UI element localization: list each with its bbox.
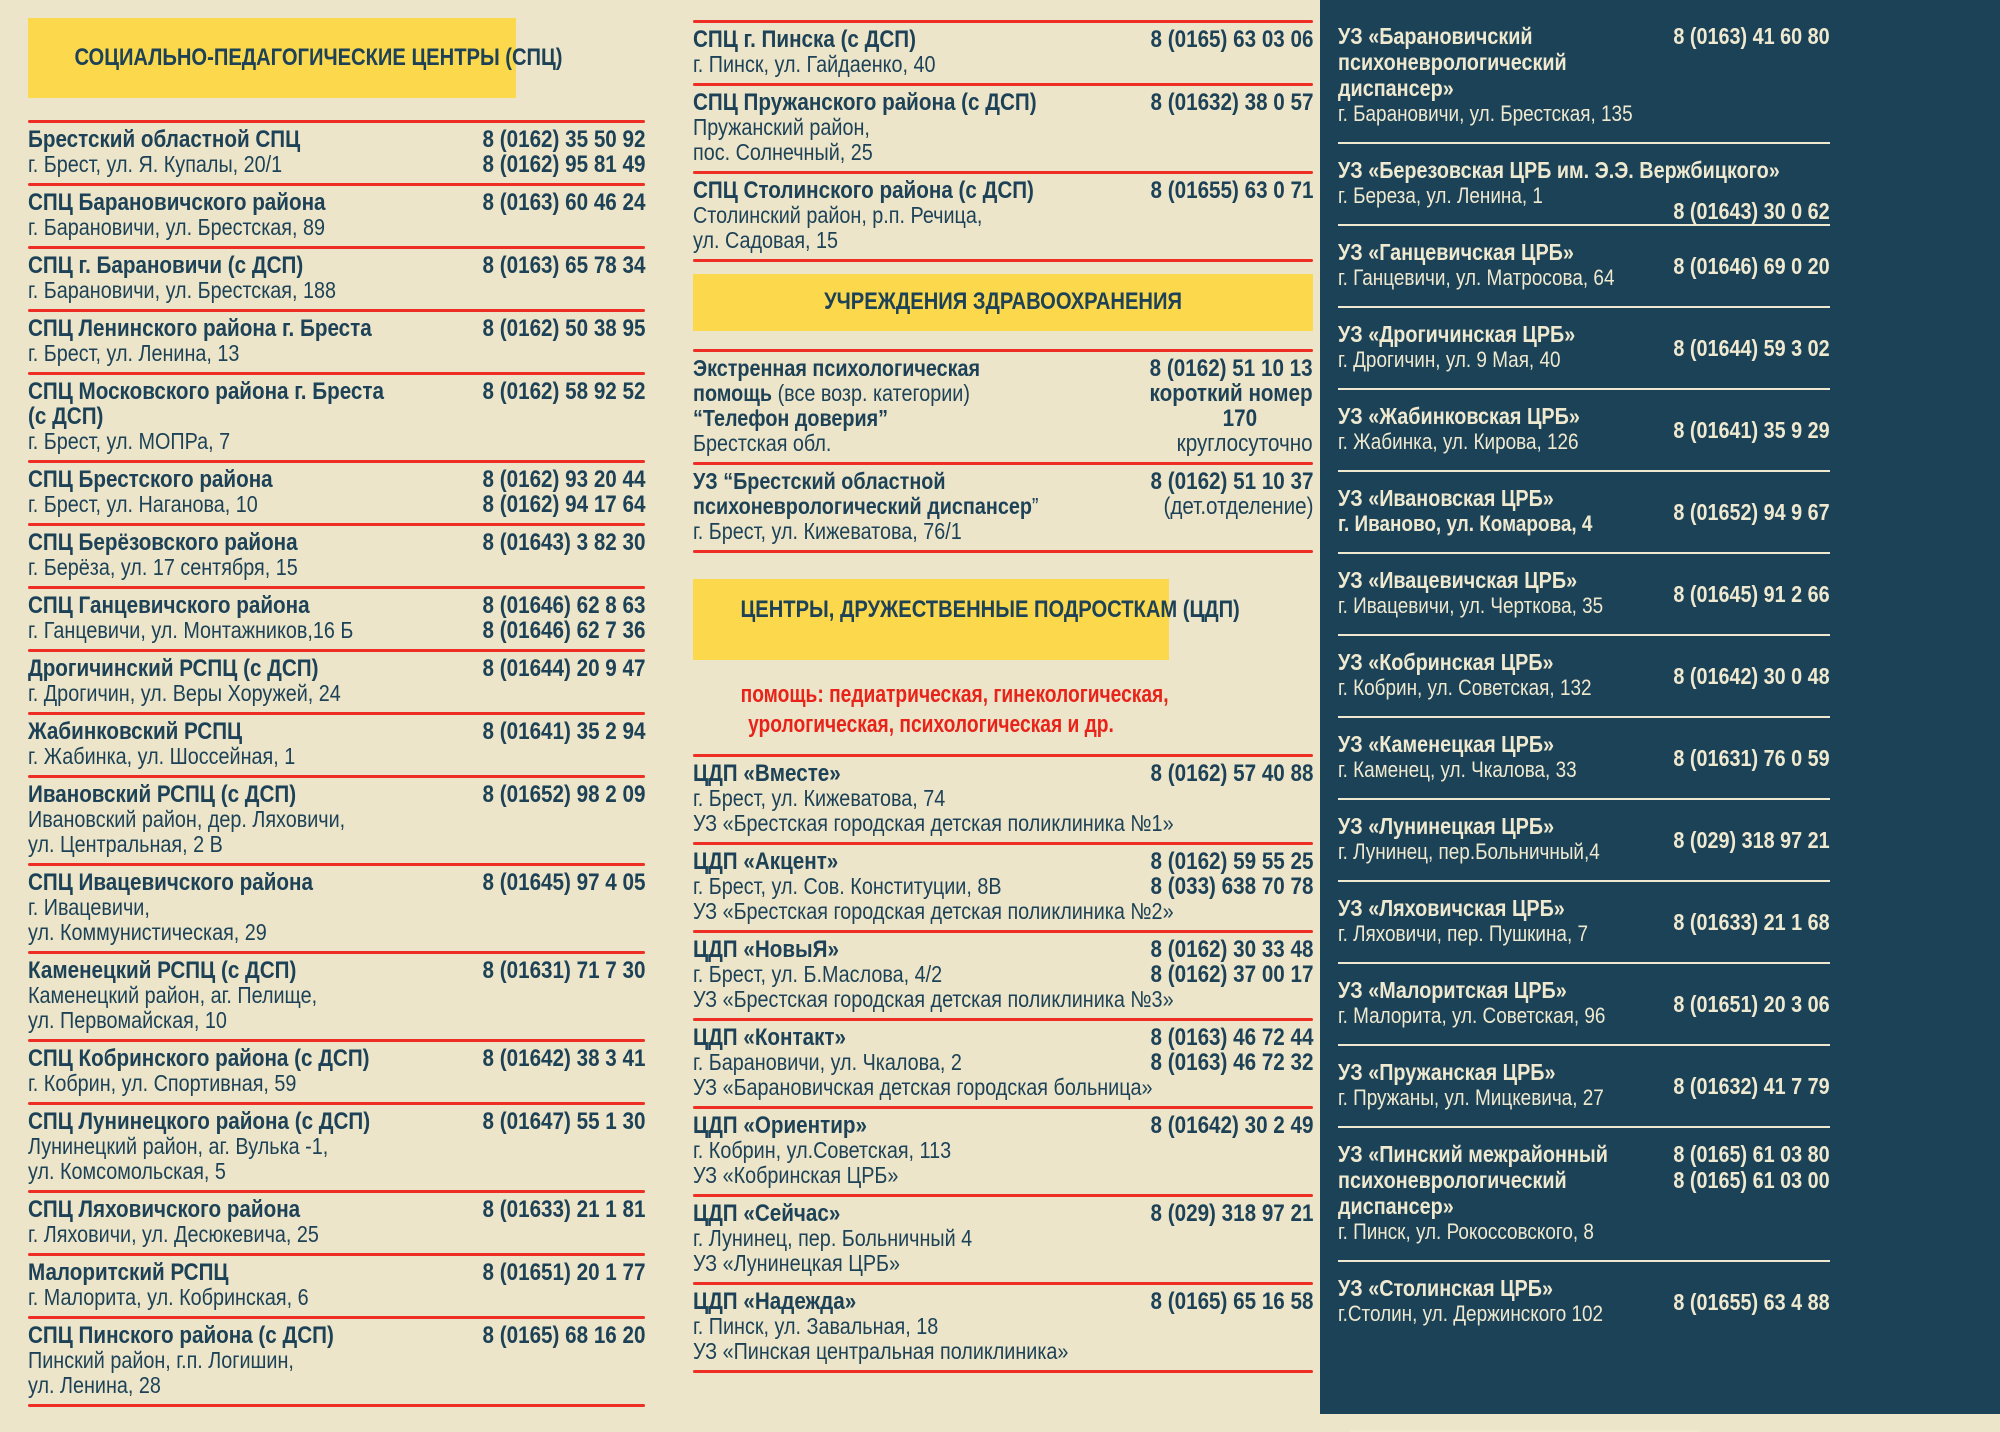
entry-address: Ивановский район, дер. Ляховичи, (28, 806, 346, 832)
entry-address: г. Ляховичи, пер. Пушкина, 7 (1338, 921, 1588, 946)
phone-number: 8 (01647) 55 1 30 (482, 1108, 645, 1135)
health-entry (693, 352, 1313, 462)
facility-name: диспансер» (1338, 75, 1454, 101)
phone-number: 8 (0165) 68 16 20 (482, 1322, 645, 1349)
entry-address: г. Берёза, ул. 17 сентября, 15 (28, 554, 298, 580)
entry-name: ЦДП «Ориентир» (693, 1112, 868, 1139)
cdp-entry (693, 1285, 1313, 1370)
cdp-entry (693, 1109, 1313, 1194)
cdp-help-note-line2: урологическая, психологическая и др. (748, 711, 1114, 738)
center-entry (28, 1042, 645, 1102)
entry-phones (456, 316, 645, 341)
phone-number: 8 (0162) 51 10 37 (1150, 468, 1313, 495)
section-header-cdp (693, 579, 1240, 660)
entry-phones (456, 127, 645, 177)
entry-phones (456, 870, 645, 895)
entry-phones (1124, 1113, 1313, 1138)
entry-name: СПЦ Барановичского района (28, 189, 326, 216)
entry-address: г. Брест, ул. Наганова, 10 (28, 491, 258, 517)
entry-phones (456, 190, 645, 215)
phone-number: 8 (0162) 50 38 95 (482, 315, 645, 342)
entry-phones (1648, 991, 1830, 1017)
entry-address: г. Жабинка, ул. Кирова, 126 (1338, 429, 1579, 454)
entry-address: г. Пинск, ул. Завальная, 18 (693, 1313, 939, 1339)
phone-number: 8 (01644) 59 3 02 (1673, 335, 1830, 361)
section-header-health-label: УЧРЕЖДЕНИЯ ЗДРАВООХРАНЕНИЯ (824, 288, 1182, 315)
divider-line (693, 550, 1313, 553)
facility-name: УЗ «Пинский межрайонный (1338, 1141, 1608, 1167)
phone-number: 8 (01642) 30 2 49 (1150, 1112, 1313, 1139)
facility-name: УЗ «Лунинецкая ЦРБ» (1338, 813, 1555, 839)
entry-name: Брестский областной СПЦ (28, 126, 301, 153)
facility-entry (1338, 718, 1830, 798)
section-header-health (693, 274, 1313, 331)
phone-number: 8 (01655) 63 0 71 (1150, 177, 1313, 204)
entry-address: Столинский район, р.п. Речица, (693, 202, 983, 228)
phone-number: 8 (01631) 71 7 30 (482, 957, 645, 984)
center-entry (28, 249, 645, 309)
facility-entry (1338, 882, 1830, 962)
entry-name: УЗ “Брестский областной (693, 468, 946, 494)
center-entry (28, 312, 645, 372)
phone-number: 170 (1222, 405, 1258, 432)
cdp-entry (693, 845, 1313, 930)
entry-phones (1124, 178, 1313, 203)
phone-note: круглосуточно (1177, 430, 1313, 457)
facility-entry (1338, 144, 1830, 224)
facility-name: УЗ «Малоритская ЦРБ» (1338, 977, 1567, 1003)
phone-number: 8 (0162) 93 20 44 (482, 466, 645, 493)
entry-detail: г. Брест, ул. Кижеватова, 76/1 (693, 518, 962, 544)
entry-name: СПЦ Ленинского района г. Бреста (28, 315, 372, 342)
entry-address: г. Барановичи, ул. Чкалова, 2 (693, 1049, 962, 1075)
entry-phones (456, 1109, 645, 1134)
phone-number: 8 (0162) 95 81 49 (482, 151, 645, 178)
entry-phones (456, 1046, 645, 1071)
entry-name: Экстренная психологическая (693, 355, 981, 381)
facility-name: УЗ «Пружанская ЦРБ» (1338, 1059, 1556, 1085)
facility-entry (1338, 10, 1830, 142)
spc-column (28, 18, 645, 1407)
center-entry (28, 778, 645, 863)
entry-name: СПЦ Ганцевичского района (28, 592, 310, 619)
entry-name: СПЦ Столинского района (с ДСП) (693, 177, 1034, 204)
facility-name: УЗ «Дрогичинская ЦРБ» (1338, 321, 1576, 347)
entry-address: г. Пинск, ул. Рокоссовского, 8 (1338, 1219, 1594, 1244)
facility-name: УЗ «Кобринская ЦРБ» (1338, 649, 1554, 675)
entry-name: СПЦ Берёзовского района (28, 529, 298, 556)
facility-entry (1338, 636, 1830, 716)
entry-detail: Брестская обл. (693, 430, 832, 456)
phone-note: (дет.отделение) (1162, 493, 1313, 520)
center-entry (28, 1193, 645, 1253)
entry-phones (456, 958, 645, 983)
entry-address: УЗ «Барановичская детская городская больница» (693, 1074, 1153, 1100)
phone-number: 8 (0163) 41 60 80 (1673, 23, 1830, 49)
entry-phones (456, 593, 645, 643)
entry-address: УЗ «Лунинецкая ЦРБ» (693, 1250, 901, 1276)
entry-address: г. Кобрин, ул. Спортивная, 59 (28, 1070, 297, 1096)
phone-number: 8 (01652) 98 2 09 (482, 781, 645, 808)
center-entry (693, 174, 1313, 259)
cdp-entry (693, 933, 1313, 1018)
phone-number: 8 (01644) 20 9 47 (482, 655, 645, 682)
entry-name: ЦДП «Надежда» (693, 1288, 857, 1315)
phone-number: 8 (0162) 30 33 48 (1150, 936, 1313, 963)
entry-address: г. Дрогичин, ул. 9 Мая, 40 (1338, 347, 1561, 372)
entry-phones (1124, 761, 1313, 786)
entry-address: Пинский район, г.п. Логишин, (28, 1347, 294, 1373)
phone-number: 8 (0162) 58 92 52 (482, 378, 645, 405)
phone-number: 8 (0163) 60 46 24 (482, 189, 645, 216)
center-entry (28, 715, 645, 775)
entry-name: Ивановский РСПЦ (с ДСП) (28, 781, 297, 808)
entry-name: ЦДП «Контакт» (693, 1024, 847, 1051)
facility-name: УЗ «Барановичский (1338, 23, 1533, 49)
facility-name: УЗ «Ивацевичская ЦРБ» (1338, 567, 1578, 593)
facility-name: УЗ «Ляховичская ЦРБ» (1338, 895, 1565, 921)
entry-address: г. Барановичи, ул. Брестская, 89 (28, 214, 325, 240)
entry-name: СПЦ Брестского района (28, 466, 273, 493)
phone-number: 8 (0163) 65 78 34 (482, 252, 645, 279)
entry-name: “Телефон доверия” (693, 405, 889, 431)
entry-address: г. Дрогичин, ул. Веры Хоружей, 24 (28, 680, 341, 706)
cdp-entry (693, 1197, 1313, 1282)
entry-address: г. Ивацевичи, ул. Черткова, 35 (1338, 593, 1604, 618)
entry-phones (1648, 1289, 1830, 1315)
entry-address: г. Брест, ул. МОПРа, 7 (28, 428, 231, 454)
center-entry (28, 463, 645, 523)
entry-phones (1124, 27, 1313, 52)
entry-name: ЦДП «НовыЯ» (693, 936, 839, 963)
entry-address: г. Барановичи, ул. Брестская, 135 (1338, 101, 1633, 126)
middle-column (693, 0, 1313, 1373)
entry-phones (456, 253, 645, 278)
phone-number: 8 (01646) 62 8 63 (482, 592, 645, 619)
entry-address: г. Лунинец, пер. Больничный 4 (693, 1225, 973, 1251)
phone-number: 8 (01646) 69 0 20 (1673, 253, 1830, 279)
center-entry (28, 1319, 645, 1404)
facility-entry (1338, 1046, 1830, 1126)
entry-detail: (все возр. категории) (772, 380, 970, 406)
entry-address: г. Малорита, ул. Советская, 96 (1338, 1003, 1606, 1028)
entry-phones (1124, 937, 1313, 987)
health-facilities-list (1338, 10, 1830, 1342)
phone-number: 8 (0163) 46 72 32 (1150, 1049, 1313, 1076)
entry-phones (1123, 356, 1313, 456)
entry-address: УЗ «Брестская городская детская поликлиника №2» (693, 898, 1174, 924)
entry-address: г. Ганцевичи, ул. Матросова, 64 (1338, 265, 1615, 290)
entry-phones (456, 1197, 645, 1222)
entry-phones (1648, 23, 1830, 49)
entry-name: ЦДП «Сейчас» (693, 1200, 841, 1227)
phone-number: 8 (0162) 57 40 88 (1150, 760, 1313, 787)
entry-phones (1124, 1025, 1313, 1075)
entry-phones (1124, 469, 1313, 519)
entry-name: СПЦ Кобринского района (с ДСП) (28, 1045, 370, 1072)
phone-number: 8 (01652) 94 9 67 (1673, 499, 1830, 525)
facility-name: УЗ «Жабинковская ЦРБ» (1338, 403, 1580, 429)
facility-name: психоневрологический (1338, 1167, 1567, 1193)
entry-address: ул. Коммунистическая, 29 (28, 919, 267, 945)
phone-number: 8 (0162) 51 10 13 (1150, 355, 1313, 382)
entry-phones (1648, 581, 1830, 607)
entry-phones (1648, 335, 1830, 361)
phone-number: 8 (0165) 63 03 06 (1150, 26, 1313, 53)
phone-number: 8 (0165) 65 16 58 (1150, 1288, 1313, 1315)
entry-address: г.Столин, ул. Держинского 102 (1338, 1301, 1604, 1326)
entry-address: г. Иваново, ул. Комарова, 4 (1338, 511, 1593, 536)
facility-entry (1338, 472, 1830, 552)
entry-address: УЗ «Брестская городская детская поликлиника №1» (693, 810, 1174, 836)
entry-address: Каменецкий район, аг. Пелище, (28, 982, 318, 1008)
phone-number: 8 (0162) 94 17 64 (482, 491, 645, 518)
entry-address: г. Брест, ул. Я. Купалы, 20/1 (28, 151, 283, 177)
entry-name: СПЦ Ивацевичского района (28, 869, 313, 896)
entry-address: г. Лунинец, пер.Больничный,4 (1338, 839, 1600, 864)
entry-text-line (693, 519, 1226, 544)
center-entry (28, 186, 645, 246)
phone-number: 8 (01633) 21 1 81 (482, 1196, 645, 1223)
entry-name: ЦДП «Акцент» (693, 848, 839, 875)
entry-address: УЗ «Пинская центральная поликлиника» (693, 1338, 1069, 1364)
center-entry (693, 86, 1313, 171)
entry-address: УЗ «Кобринская ЦРБ» (693, 1162, 899, 1188)
entry-name: СПЦ Пружанского района (с ДСП) (693, 89, 1037, 116)
entry-detail: ” (1031, 493, 1039, 519)
center-entry (28, 526, 645, 586)
phone-number: 8 (0162) 59 55 25 (1150, 848, 1313, 875)
center-entry (28, 375, 645, 460)
section-header-cdp-label: ЦЕНТРЫ, ДРУЖЕСТВЕННЫЕ ПОДРОСТКАМ (ЦДП) (740, 596, 1240, 623)
facility-entry (1338, 964, 1830, 1044)
entry-phones (1648, 745, 1830, 771)
center-entry (693, 23, 1313, 83)
entry-address: г. Барановичи, ул. Брестская, 188 (28, 277, 336, 303)
phone-number: 8 (0162) 37 00 17 (1150, 961, 1313, 988)
phone-number: 8 (01645) 97 4 05 (482, 869, 645, 896)
entry-name: ЦДП «Вместе» (693, 760, 841, 787)
facility-entry (1338, 308, 1830, 388)
center-entry (28, 954, 645, 1039)
entry-address: г. Брест, ул. Кижеватова, 74 (693, 785, 946, 811)
entry-address: г. Пружаны, ул. Мицкевича, 27 (1338, 1085, 1604, 1110)
entry-phones (1648, 499, 1830, 525)
center-entry (28, 1256, 645, 1316)
divider-line (693, 259, 1313, 262)
facility-name: УЗ «Ганцевичская ЦРБ» (1338, 239, 1574, 265)
entry-phones (1648, 253, 1830, 279)
facility-name: психоневрологический (1338, 49, 1567, 75)
cdp-entry (693, 757, 1313, 842)
entry-name: СПЦ г. Пинска (с ДСП) (693, 26, 916, 53)
phone-number: 8 (01651) 20 3 06 (1673, 991, 1830, 1017)
phone-number: 8 (029) 318 97 21 (1673, 827, 1830, 853)
phone-number: 8 (01646) 62 7 36 (482, 617, 645, 644)
entry-address: г. Брест, ул. Ленина, 13 (28, 340, 240, 366)
entry-name: СПЦ Пинского района (с ДСП) (28, 1322, 334, 1349)
cdp-help-note-line1: помощь: педиатрическая, гинекологическая, (740, 681, 1169, 708)
entry-address: г. Ганцевичи, ул. Монтажников,16 Б (28, 617, 354, 643)
entry-address: ул. Центральная, 2 В (28, 831, 223, 857)
entry-phones (456, 719, 645, 744)
entry-phones (1648, 417, 1830, 443)
entry-address: пос. Солнечный, 25 (693, 139, 873, 165)
entry-address: УЗ «Брестская городская детская поликлиника №3» (693, 986, 1174, 1012)
entry-phones (1124, 849, 1313, 899)
entry-phones (456, 656, 645, 681)
entry-name: СПЦ Лунинецкого района (с ДСП) (28, 1108, 371, 1135)
entry-phones (456, 1323, 645, 1348)
divider-line (28, 1404, 645, 1407)
entry-phones (1124, 1289, 1313, 1314)
divider-line (693, 1370, 1313, 1373)
entry-name: Дрогичинский РСПЦ (с ДСП) (28, 655, 319, 682)
entry-name: Жабинковский РСПЦ (28, 718, 243, 745)
section-header-spc (28, 18, 563, 98)
facility-entry (1338, 226, 1830, 306)
entry-phones (1648, 198, 1830, 224)
phone-number: 8 (01645) 91 2 66 (1673, 581, 1830, 607)
phone-number: 8 (01655) 63 4 88 (1673, 1289, 1830, 1315)
entry-address: г. Ивацевичи, (28, 894, 150, 920)
entry-address: г. Жабинка, ул. Шоссейная, 1 (28, 743, 296, 769)
center-entry (28, 123, 645, 183)
phone-number: 8 (01642) 30 0 48 (1673, 663, 1830, 689)
facility-entry (1338, 800, 1830, 880)
entry-address: г. Кобрин, ул. Советская, 132 (1338, 675, 1592, 700)
facility-entry (1338, 1262, 1830, 1342)
phone-number: 8 (01643) 3 82 30 (482, 529, 645, 556)
entry-name: СПЦ г. Барановичи (с ДСП) (28, 252, 304, 279)
cdp-entry (693, 1021, 1313, 1106)
phone-number: 8 (0165) 61 03 80 (1673, 1141, 1830, 1167)
entry-phones (456, 379, 645, 404)
entry-address: Пружанский район, (693, 114, 870, 140)
facility-name: УЗ «Каменецкая ЦРБ» (1338, 731, 1555, 757)
health-entry (693, 465, 1313, 550)
phone-number: 8 (01651) 20 1 77 (482, 1259, 645, 1286)
health-facilities-column (1320, 0, 2000, 1414)
phone-number: 8 (0163) 46 72 44 (1150, 1024, 1313, 1051)
entry-name: СПЦ Ляховичского района (28, 1196, 301, 1223)
entry-phones (1124, 1201, 1313, 1226)
facility-entry (1338, 390, 1830, 470)
entry-phones (1124, 90, 1313, 115)
phone-number: 8 (01641) 35 9 29 (1673, 417, 1830, 443)
facility-entry (1338, 1128, 1830, 1260)
spc-entries-list (28, 120, 645, 1407)
entry-name: психоневрологический диспансер (693, 493, 1032, 519)
facility-name: УЗ «Ивановская ЦРБ» (1338, 485, 1554, 511)
entry-name: СПЦ Московского района г. Бреста (28, 378, 384, 405)
entry-address: ул. Комсомольская, 5 (28, 1158, 226, 1184)
phone-number: 8 (0165) 61 03 00 (1673, 1167, 1830, 1193)
entry-text (1338, 157, 1830, 183)
phone-number: 8 (033) 638 70 78 (1150, 873, 1313, 900)
entry-phones (1648, 909, 1830, 935)
phone-number: 8 (01631) 76 0 59 (1673, 745, 1830, 771)
entry-name: (с ДСП) (28, 403, 104, 430)
health-entries-list (693, 349, 1313, 553)
phone-number: 8 (029) 318 97 21 (1150, 1200, 1313, 1227)
entry-address: г. Малорита, ул. Кобринская, 6 (28, 1284, 309, 1310)
phone-number: короткий номер (1149, 380, 1313, 407)
entry-address: ул. Садовая, 15 (693, 227, 839, 253)
entry-address: г. Пинск, ул. Гайдаенко, 40 (693, 51, 936, 77)
phone-number: 8 (01633) 21 1 68 (1673, 909, 1830, 935)
entry-address: г. Ляховичи, ул. Десюкевича, 25 (28, 1221, 319, 1247)
entry-phones (1648, 827, 1830, 853)
center-entry (28, 652, 645, 712)
phone-number: 8 (01643) 30 0 62 (1673, 198, 1830, 224)
entry-phones (456, 467, 645, 517)
entry-address: г. Береза, ул. Ленина, 1 (1338, 183, 1543, 208)
entry-name: Каменецкий РСПЦ (с ДСП) (28, 957, 297, 984)
entry-phones (1648, 663, 1830, 689)
entry-phones (1648, 1141, 1830, 1193)
center-entry (28, 1105, 645, 1190)
phone-number: 8 (01641) 35 2 94 (482, 718, 645, 745)
entry-address: ул. Первомайская, 10 (28, 1007, 227, 1033)
section-header-spc-label: СОЦИАЛЬНО-ПЕДАГОГИЧЕСКИЕ ЦЕНТРЫ (СПЦ) (74, 44, 563, 71)
entry-phones (456, 530, 645, 555)
facility-name: УЗ «Березовская ЦРБ им. Э.Э. Вержбицкого» (1338, 157, 1780, 183)
center-entry (28, 589, 645, 649)
entry-name: помощь (693, 380, 773, 406)
facility-entry (1338, 554, 1830, 634)
center-entry (28, 866, 645, 951)
facility-name: диспансер» (1338, 1193, 1454, 1219)
spc-entries-list-continued (693, 20, 1313, 262)
phone-number: 8 (0162) 35 50 92 (482, 126, 645, 153)
entry-phones (456, 1260, 645, 1285)
entry-phones (1648, 1073, 1830, 1099)
phone-number: 8 (01632) 38 0 57 (1150, 89, 1313, 116)
entry-address: г. Кобрин, ул.Советская, 113 (693, 1137, 952, 1163)
entry-phones (456, 782, 645, 807)
entry-address: Лунинецкий район, аг. Вулька -1, (28, 1133, 329, 1159)
entry-address: ул. Ленина, 28 (28, 1372, 161, 1398)
phone-number: 8 (01642) 38 3 41 (482, 1045, 645, 1072)
entry-address: г. Брест, ул. Сов. Конституции, 8В (693, 873, 1002, 899)
facility-name: УЗ «Столинская ЦРБ» (1338, 1275, 1553, 1301)
entry-address: г. Брест, ул. Б.Маслова, 4/2 (693, 961, 943, 987)
phone-number: 8 (01632) 41 7 79 (1673, 1073, 1830, 1099)
cdp-help-note (693, 680, 1169, 740)
entry-name: Малоритский РСПЦ (28, 1259, 229, 1286)
cdp-entries-list (693, 754, 1313, 1373)
entry-address: г. Каменец, ул. Чкалова, 33 (1338, 757, 1577, 782)
